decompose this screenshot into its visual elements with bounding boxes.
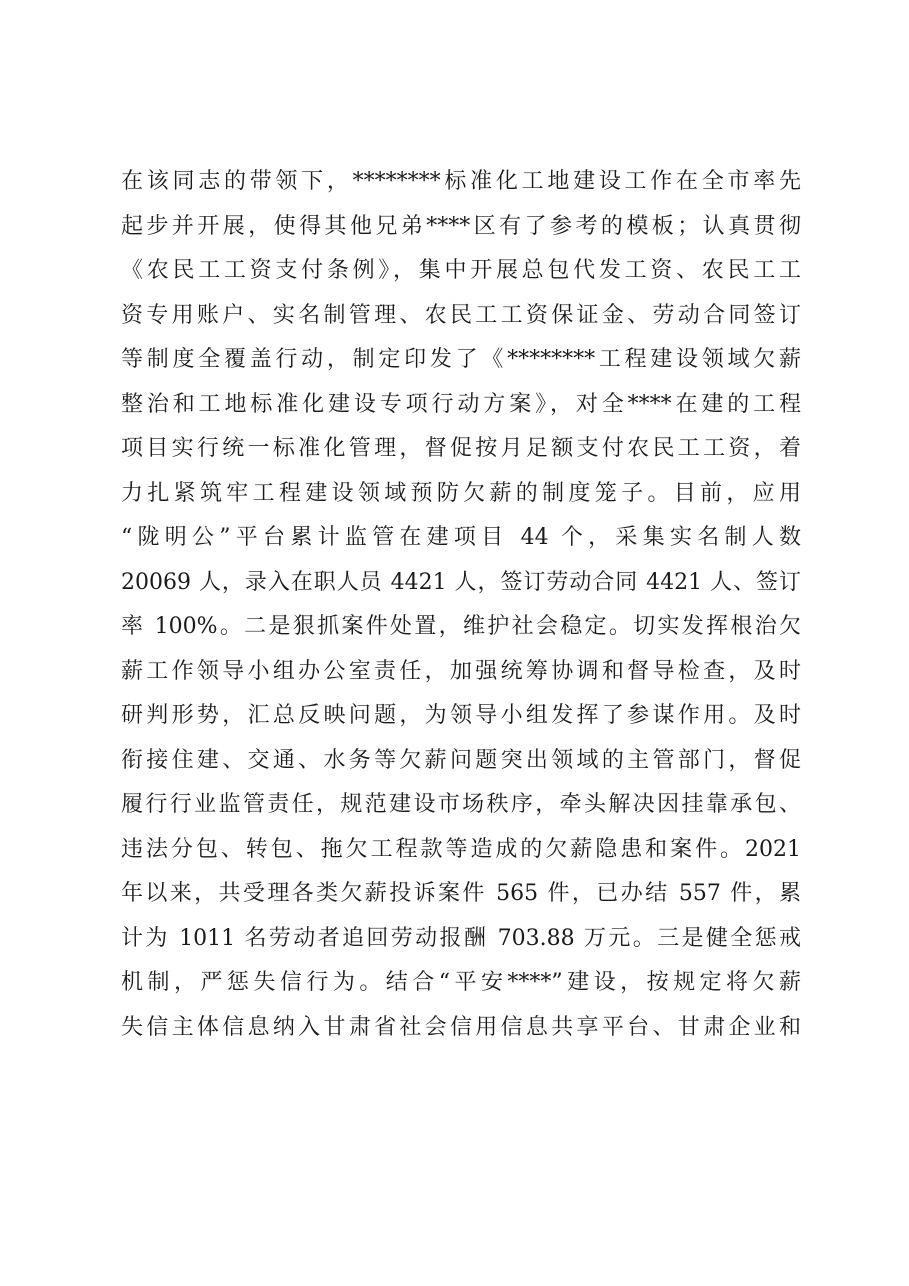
text-line: 起步并开展，使得其他兄弟****区有了参考的模板；认真贯彻 [121, 213, 801, 239]
text-line: 失信主体信息纳入甘肃省社会信用信息共享平台、甘肃企业和 [121, 1014, 801, 1040]
text-line: 衔接住建、交通、水务等欠薪问题突出领域的主管部门，督促 [121, 747, 801, 773]
text-line: “陇明公”平台累计监管在建项目 44 个，采集实名制人数 [121, 525, 801, 550]
text-line: 违法分包、转包、拖欠工程款等造成的欠薪隐患和案件。2021 [121, 836, 801, 862]
text-line: 计为 1011 名劳动者追回劳动报酬 703.88 万元。三是健全惩戒 [121, 925, 801, 951]
text-line: 力扎紧筑牢工程建设领域预防欠薪的制度笼子。目前，应用 [121, 480, 801, 506]
text-line: 在该同志的带领下，********标准化工地建设工作在全市率先 [121, 169, 801, 194]
text-line: 履行行业监管责任，规范建设市场秩序，牵头解决因挂靠承包、 [121, 792, 801, 817]
text-line: 研判形势，汇总反映问题，为领导小组发挥了参谋作用。及时 [121, 703, 801, 728]
text-line: 机制，严惩失信行为。结合“平安****”建设，按规定将欠薪 [121, 970, 801, 995]
body-text [121, 160, 801, 1050]
text-line: 资专用账户、实名制管理、农民工工资保证金、劳动合同签订 [121, 302, 801, 328]
text-line: 薪工作领导小组办公室责任，加强统筹协调和督导检查，及时 [121, 658, 801, 684]
text-line: 整治和工地标准化建设专项行动方案》，对全****在建的工程 [121, 391, 801, 417]
text-line: 《农民工工资支付条例》，集中开展总包代发工资、农民工工 [121, 258, 801, 283]
text-line: 年以来，共受理各类欠薪投诉案件 565 件，已办结 557 件，累 [121, 881, 801, 906]
text-line: 率 100%。二是狠抓案件处置，维护社会稳定。切实发挥根治欠 [121, 614, 801, 639]
text-line: 项目实行统一标准化管理，督促按月足额支付农民工工资，着 [121, 436, 801, 461]
text-line: 等制度全覆盖行动，制定印发了《********工程建设领域欠薪 [121, 347, 801, 372]
text-line: 20069 人，录入在职人员 4421 人，签订劳动合同 4421 人、签订 [121, 569, 801, 595]
